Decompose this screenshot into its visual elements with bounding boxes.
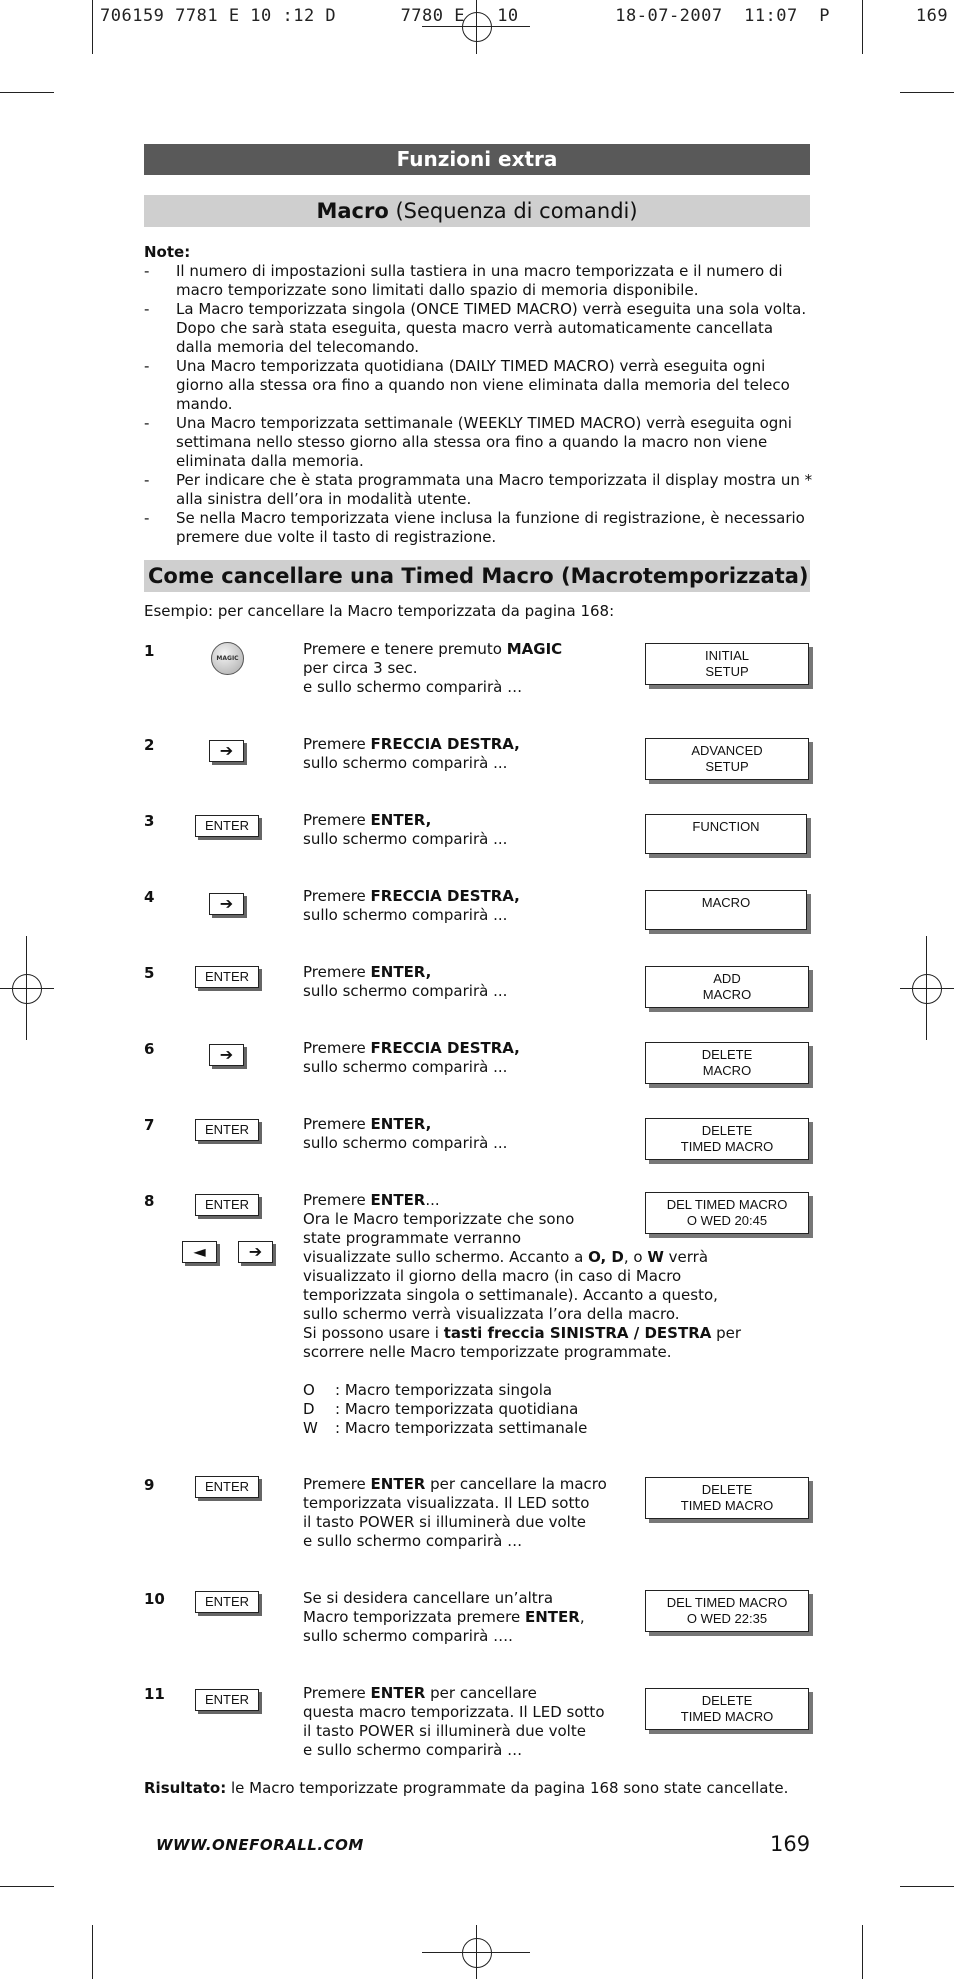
enter-button[interactable]: ENTER: [195, 815, 259, 837]
cancel-heading: Come cancellare una Timed Macro (Macrotemporizzata): [144, 560, 810, 592]
step-text: Premere ENTER, sullo schermo comparirà ...: [303, 1115, 508, 1152]
crop-mark: [900, 92, 954, 93]
crop-mark: [92, 0, 93, 54]
display-screen: DELETE TIMED MACRO: [645, 1688, 809, 1730]
registration-mark-icon: [462, 1938, 492, 1968]
registration-line: [0, 988, 54, 989]
display-screen: ADVANCED SETUP: [645, 738, 809, 780]
page-number: 169: [770, 1832, 811, 1856]
page-subtitle: [144, 195, 810, 227]
registration-line: [900, 988, 954, 989]
step-number: 9: [144, 1476, 155, 1494]
step-number: 8: [144, 1192, 155, 1210]
enter-button[interactable]: ENTER: [195, 1689, 259, 1711]
notes-heading: Note:: [144, 243, 191, 261]
display-screen: DEL TIMED MACRO O WED 22:35: [645, 1590, 809, 1632]
step-text: Premere e tenere premuto MAGIC per circa 3 sec. e sullo schermo comparirà …: [303, 640, 563, 696]
display-screen: DELETE TIMED MACRO: [645, 1118, 809, 1160]
registration-line: [26, 936, 27, 1040]
note-item: - Il numero di impostazioni sulla tastiera in una macro temporizzata e il numero di macro temporizzate sono limitati dallo spazio di memoria disponibile.: [144, 262, 783, 299]
note-item: - Una Macro temporizzata settimanale (WEEKLY TIMED MACRO) verrà eseguita ogni settimana nello stesso giorno alla stessa ora fino a quando la macro non viene eliminata dalla memoria.: [144, 414, 792, 470]
footer-url[interactable]: WWW.ONEFORALL.COM: [156, 1836, 364, 1854]
arrow-right-button[interactable]: ➔: [209, 893, 244, 915]
enter-button[interactable]: ENTER: [195, 966, 259, 988]
legend-row: D : Macro temporizzata quotidiana: [303, 1400, 579, 1418]
note-text: La Macro temporizzata singola (ONCE TIMED MACRO) verrà eseguita una sola volta. Dopo che sarà stata eseguita, questa macro verrà automaticamente cancellata dalla memoria del telecomando.: [176, 300, 807, 356]
legend-row: O : Macro temporizzata singola: [303, 1381, 553, 1399]
step-number: 4: [144, 888, 155, 906]
step-number: 6: [144, 1040, 155, 1058]
step-text: Premere ENTER, sullo schermo comparirà ...: [303, 963, 508, 1000]
registration-mark-icon: [912, 974, 942, 1004]
crop-mark: [0, 1886, 54, 1887]
print-header: 706159 7781 E 10 :12 D 7780 E 10 18-07-2007 11:07 P 169: [100, 6, 949, 26]
note-item: - Per indicare che è stata programmata una Macro temporizzata il display mostra un * alla sinistra dell’ora in modalità utente.: [144, 471, 813, 508]
step-number: 10: [144, 1590, 165, 1608]
step-number: 1: [144, 642, 155, 660]
note-text: Il numero di impostazioni sulla tastiera in una macro temporizzata e il numero di macro temporizzate sono limitati dallo spazio di memoria disponibile.: [176, 262, 783, 299]
crop-mark: [0, 92, 54, 93]
arrow-right-button[interactable]: ➔: [238, 1241, 273, 1263]
display-screen: MACRO: [645, 890, 807, 930]
enter-button[interactable]: ENTER: [195, 1119, 259, 1141]
note-text: Una Macro temporizzata quotidiana (DAILY TIMED MACRO) verrà eseguita ogni giorno alla stessa ora fino a quando non viene eliminata dalla memoria del teleco mando.: [176, 357, 790, 413]
subtitle-rest: (Sequenza di comandi): [388, 199, 638, 223]
step-text: Premere ENTER per cancellare la macro temporizzata visualizzata. Il LED sotto il tasto POWER si illuminerà due volte e sullo schermo comparirà …: [303, 1475, 607, 1550]
arrow-right-button[interactable]: ➔: [209, 740, 244, 762]
step-number: 11: [144, 1685, 165, 1703]
arrow-left-button[interactable]: ◄: [182, 1241, 217, 1263]
notes-block: [144, 243, 814, 547]
note-text: Se nella Macro temporizzata viene inclusa la funzione di registrazione, è necessario premere due volte il tasto di registrazione.: [176, 509, 805, 546]
note-item: - Una Macro temporizzata quotidiana (DAILY TIMED MACRO) verrà eseguita ogni giorno alla stessa ora fino a quando non viene eliminata dalla memoria del teleco mando.: [144, 357, 790, 413]
enter-button[interactable]: ENTER: [195, 1194, 259, 1216]
step-text: Se si desidera cancellare un’altra Macro temporizzata premere ENTER, sullo schermo comparirà ….: [303, 1589, 585, 1645]
note-text: Per indicare che è stata programmata una Macro temporizzata il display mostra un * alla sinistra dell’ora in modalità utente.: [176, 471, 813, 508]
registration-line: [476, 1925, 477, 1979]
display-screen: FUNCTION: [645, 814, 807, 854]
display-screen: DEL TIMED MACRO O WED 20:45: [645, 1192, 809, 1234]
step-number: 2: [144, 736, 155, 754]
section-title: Funzioni extra: [144, 144, 810, 175]
crop-mark: [900, 1886, 954, 1887]
enter-button[interactable]: ENTER: [195, 1591, 259, 1613]
step-text: Premere ENTER, sullo schermo comparirà ...: [303, 811, 508, 848]
macro-type-legend: [303, 1381, 587, 1438]
step-text-8: Premere ENTER... Ora le Macro temporizzate che sono state programmate verranno visualizzate sullo schermo. Accanto a O, D, o W verrà visualizzato il giorno della macro (in caso di Macro temporizzata singola o settimanale). Accanto a questo, sullo schermo verrà visualizzata l’ora della macro. Si possono usare i tasti freccia SINISTRA / DESTRA per scorrere nelle Macro temporizzate programmate.: [303, 1191, 742, 1361]
legend-row: W : Macro temporizzata settimanale: [303, 1419, 588, 1437]
registration-line: [926, 936, 927, 1040]
result-text: Risultato: le Macro temporizzate programmate da pagina 168 sono state cancellate.: [144, 1779, 789, 1797]
enter-button[interactable]: ENTER: [195, 1476, 259, 1498]
display-screen: DELETE TIMED MACRO: [645, 1477, 809, 1519]
registration-mark-icon: [12, 974, 42, 1004]
arrow-right-button[interactable]: ➔: [209, 1044, 244, 1066]
step-text: Premere FRECCIA DESTRA, sullo schermo comparirà ...: [303, 735, 520, 772]
display-screen: ADD MACRO: [645, 966, 809, 1008]
step-text: Premere FRECCIA DESTRA, sullo schermo comparirà ...: [303, 1039, 520, 1076]
note-item: - Se nella Macro temporizzata viene inclusa la funzione di registrazione, è necessario premere due volte il tasto di registrazione.: [144, 509, 805, 546]
display-screen: INITIAL SETUP: [645, 643, 809, 685]
step-number: 5: [144, 964, 155, 982]
example-text: Esempio: per cancellare la Macro temporizzata da pagina 168:: [144, 602, 615, 620]
step-text: Premere FRECCIA DESTRA, sullo schermo comparirà ...: [303, 887, 520, 924]
note-text: Una Macro temporizzata settimanale (WEEKLY TIMED MACRO) verrà eseguita ogni settimana nello stesso giorno alla stessa ora fino a quando la macro non viene eliminata dalla memoria.: [176, 414, 792, 470]
display-screen: DELETE MACRO: [645, 1042, 809, 1084]
note-item: - La Macro temporizzata singola (ONCE TIMED MACRO) verrà eseguita una sola volta. Dopo che sarà stata eseguita, questa macro verrà automaticamente cancellata dalla memoria del telecomando.: [144, 300, 807, 356]
crop-mark: [92, 1925, 93, 1979]
step-number: 7: [144, 1116, 155, 1134]
magic-button[interactable]: MAGIC: [211, 642, 244, 675]
subtitle-bold: Macro: [316, 199, 389, 223]
crop-mark: [862, 1925, 863, 1979]
step-text: Premere ENTER per cancellare questa macro temporizzata. Il LED sotto il tasto POWER si illuminerà due volte e sullo schermo comparirà …: [303, 1684, 605, 1759]
step-number: 3: [144, 812, 155, 830]
